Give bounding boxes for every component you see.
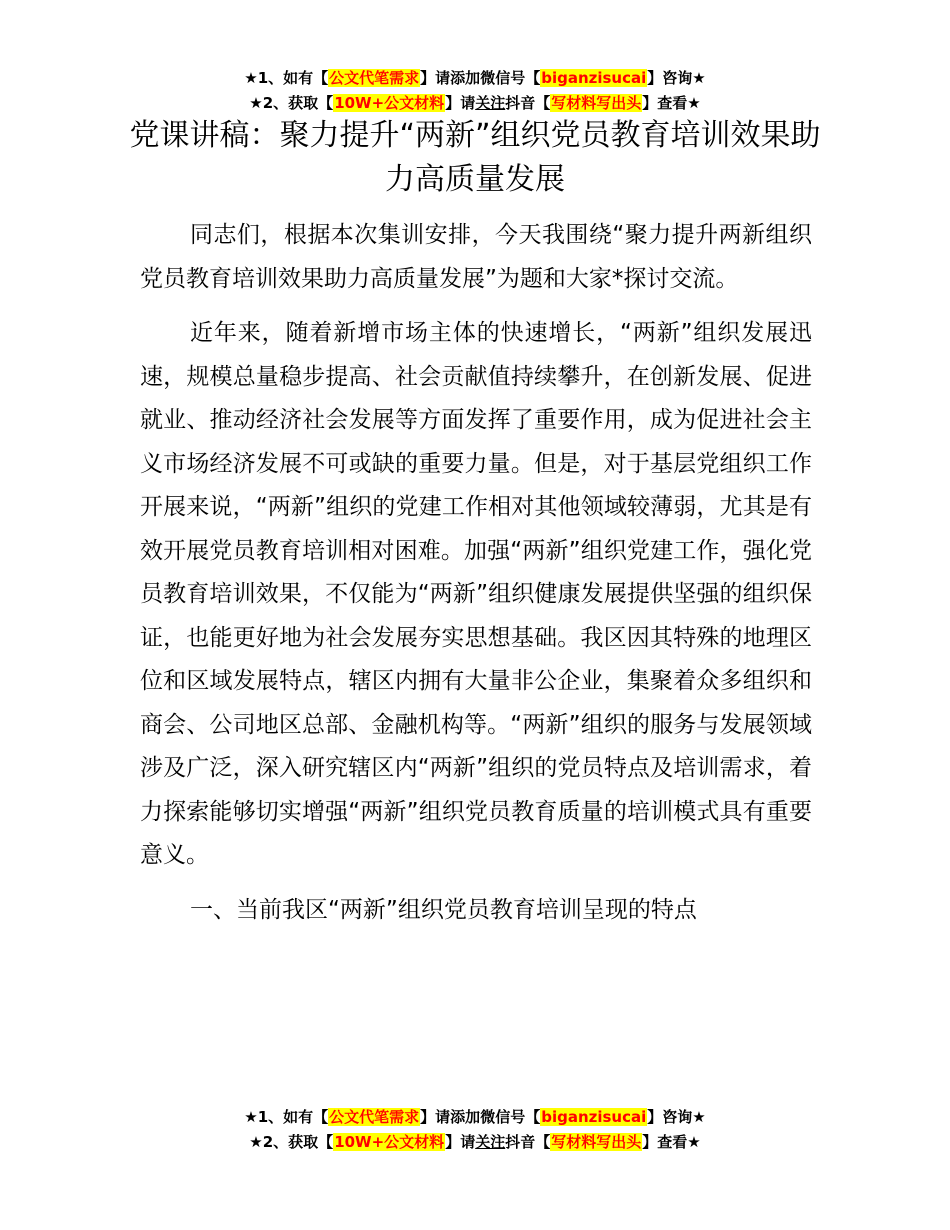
banner-highlight-account: 写材料写出头: [551, 94, 642, 112]
banner-line-2-prefix: ★2、获取【: [249, 94, 334, 112]
banner-line-2-middle: 】请: [445, 94, 476, 112]
banner-line-1-emphasis: 微信号: [480, 69, 526, 87]
banner-line-2: [0, 91, 950, 116]
banner-line-2-platform: 抖音【: [505, 94, 551, 112]
footer-line-1-bracket: 【: [525, 1108, 541, 1126]
banner-highlight-ghostwriting: 公文代笔需求: [329, 69, 420, 87]
banner-line-2-emphasis: 关注: [475, 94, 506, 112]
footer-line-2-platform: 抖音【: [505, 1133, 551, 1151]
banner-line-1-prefix: ★1、如有【: [244, 69, 329, 87]
banner-line-1: [0, 66, 950, 91]
footer-line-1-prefix: ★1、如有【: [244, 1108, 329, 1126]
footer-line-1-emphasis: 微信号: [480, 1108, 526, 1126]
footer-banner-line-2: [0, 1130, 950, 1155]
banner-line-1-bracket: 【: [525, 69, 541, 87]
footer-highlight-ghostwriting: 公文代笔需求: [329, 1108, 420, 1126]
footer-line-2-suffix: 】查看★: [642, 1133, 701, 1151]
footer-line-1-middle: 】请添加: [420, 1108, 481, 1126]
section-heading: 一、当前我区“两新”组织党员教育培训呈现的特点: [190, 896, 697, 923]
banner-highlight-wechat-id: biganzisucai: [541, 69, 647, 87]
footer-line-2-emphasis: 关注: [475, 1133, 506, 1151]
header-banner: [0, 66, 950, 116]
banner-line-1-middle: 】请添加: [420, 69, 481, 87]
footer-banner: [0, 1105, 950, 1155]
banner-line-1-suffix: 】咨询★: [647, 69, 706, 87]
footer-line-2-middle: 】请: [445, 1133, 476, 1151]
paragraph-opening: 同志们，根据本次集训安排，今天我围绕“聚力提升两新组织党员教育培训效果助力高质量发展”为题和大家*探讨交流。: [140, 222, 812, 292]
footer-line-2-prefix: ★2、获取【: [249, 1133, 334, 1151]
footer-highlight-wechat-id: biganzisucai: [541, 1108, 647, 1126]
document-body: [140, 214, 812, 932]
footer-highlight-account: 写材料写出头: [551, 1133, 642, 1151]
footer-banner-line-1: [0, 1105, 950, 1130]
footer-highlight-materials: 10W+公文材料: [334, 1133, 445, 1151]
document-title: 党课讲稿：聚力提升“两新”组织党员教育培训效果助力高质量发展: [129, 118, 821, 197]
footer-line-1-suffix: 】咨询★: [647, 1108, 706, 1126]
banner-highlight-materials: 10W+公文材料: [334, 94, 445, 112]
banner-line-2-suffix: 】查看★: [642, 94, 701, 112]
paragraph-background: 近年来，随着新增市场主体的快速增长，“两新”组织发展迅速，规模总量稳步提高、社会贡献值持续攀升，在创新发展、促进就业、推动经济社会发展等方面发挥了重要作用，成为促进社会主义市场经济发展不可或缺的重要力量。但是，对于基层党组织工作开展来说，“两新”组织的党建工作相对其他领域较薄弱，尤其是有效开展党员教育培训相对困难。加强“两新”组织党建工作，强化党员教育培训效果，不仅能为“两新”组织健康发展提供坚强的组织保证，也能更好地为社会发展夯实思想基础。我区因其特殊的地理区位和区域发展特点，辖区内拥有大量非公企业，集聚着众多组织和商会、公司地区总部、金融机构等。“两新”组织的服务与发展领域涉及广泛，深入研究辖区内“两新”组织的党员特点及培训需求，着力探索能够切实增强“两新”组织党员教育质量的培训模式具有重要意义。: [140, 320, 812, 868]
